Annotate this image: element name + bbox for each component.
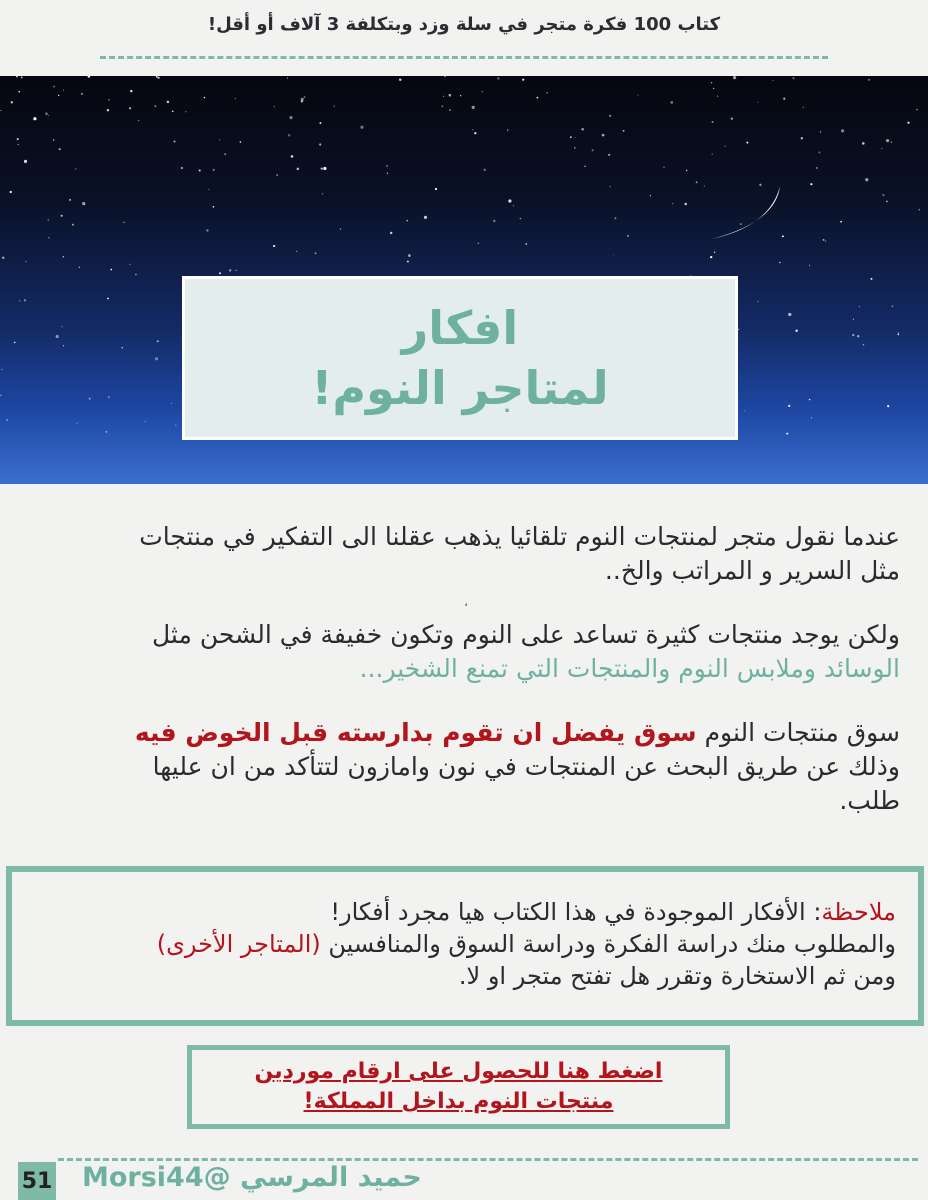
star [360,126,363,129]
star [45,112,48,115]
star [801,137,803,139]
paragraph-2 [40,618,900,686]
star [825,240,827,242]
star [19,300,20,301]
star [857,335,859,337]
star [810,183,812,185]
star [919,209,920,210]
star [424,216,427,219]
star [782,235,784,237]
hero-title-line2: لمتاجر النوم! [311,361,609,415]
star [89,397,91,399]
star [818,151,820,153]
star [235,98,236,99]
star [686,170,687,171]
star [574,137,575,138]
star [744,410,745,411]
star [129,264,131,266]
star [129,107,131,109]
suppliers-link-line2[interactable]: منتجات النوم بداخل المملكة! [303,1089,614,1114]
star [61,215,63,217]
star [731,118,733,120]
star [865,178,868,181]
star [570,136,572,138]
star [478,242,480,244]
page-number: 51 [18,1162,56,1200]
star [435,188,437,190]
star [897,334,899,336]
star [1,369,2,370]
star [63,256,64,257]
book-title: كتاب 100 فكرة متجر في سلة وزد وبتكلفة 3 آلاف أو أقل! [207,14,721,35]
star [304,96,306,98]
star [63,345,64,346]
star [472,129,473,130]
note-line1 [40,896,896,928]
star [407,261,409,263]
paragraph-2-line1: ولكن يوجد منتجات كثيرة تساعد على النوم وتكون خفيفة في الشحن مثل [152,620,900,649]
star [513,205,514,206]
star [53,139,54,140]
star [449,109,451,111]
star [224,153,226,155]
star [291,155,294,158]
star [444,76,446,77]
star [713,88,714,89]
star [24,299,26,301]
star [171,403,172,404]
star [321,167,323,169]
star [121,347,123,349]
star [323,167,326,170]
star [240,141,242,143]
star [47,219,49,221]
star [61,326,62,327]
star [740,223,742,225]
star [301,100,303,102]
note-line3: ومن ثم الاستخارة وتقرر هل تفتح متجر او لا. [458,962,896,990]
night-sky-banner [0,76,928,484]
star [76,423,77,424]
star [757,102,758,103]
note-line2 [40,928,896,960]
star [610,186,611,187]
star [788,313,791,316]
star [710,256,712,258]
paragraph-3-line2: وذلك عن طريق البحث عن المنتجات في نون وامازون لتتأكد من ان عليها [152,752,900,781]
paragraph-1-line2: مثل السرير و المراتب والخ.. [604,556,900,585]
star [886,201,888,203]
star [199,169,201,171]
star [138,120,139,121]
star [297,168,299,170]
star [525,243,527,245]
star [696,181,698,183]
paragraph-3-line3: طلب. [839,786,900,815]
star [296,251,297,252]
star [809,265,810,266]
star [11,101,13,103]
star [110,269,112,271]
star [887,405,889,407]
star [759,184,761,186]
star [2,256,5,259]
star [59,148,61,150]
star [81,93,83,95]
star [135,274,137,276]
star [441,105,443,107]
star [449,94,452,97]
stray-mark: ، [464,595,468,609]
star [788,405,790,407]
star [315,252,317,254]
star [795,330,797,332]
author-handle: حميد المرسي @Morsi44 [82,1162,422,1193]
star [108,396,110,398]
star [493,220,496,223]
star [0,395,1,396]
note-label: ملاحظة [821,898,896,926]
star [79,267,80,268]
star [891,142,892,143]
star [507,129,508,130]
star [684,203,686,205]
star [273,245,275,247]
star [672,203,673,204]
star [408,254,411,257]
paragraph-3 [40,716,900,818]
suppliers-link-line1[interactable]: اضغط هنا للحصول على ارقام موردين [254,1059,663,1084]
star [334,106,335,107]
star [608,154,610,156]
star [219,139,220,140]
star [881,148,882,149]
star [56,335,59,338]
star [871,278,873,280]
star [322,193,324,195]
star [63,89,64,90]
star [460,95,461,96]
star [574,147,576,149]
star [48,237,49,238]
star [816,167,817,168]
star [319,122,321,124]
star [181,167,183,169]
star [173,140,175,142]
star [172,110,174,112]
star [33,117,36,120]
star [10,191,12,193]
star [792,77,794,79]
star [823,239,825,241]
star [840,221,842,223]
star [772,80,773,81]
paragraph-1-line1: عندما نقول متجر لمنتجات النوم تلقائيا يذهب عقلنا الى التفكير في منتجات [139,522,900,551]
star [21,76,23,78]
star [613,255,614,256]
star [609,115,611,117]
star [472,106,475,109]
star [69,199,71,201]
star [0,110,1,111]
star [738,329,739,330]
star [274,106,275,107]
star [733,76,736,79]
star [88,76,91,78]
star [25,261,26,262]
star [546,92,548,94]
star [130,90,132,92]
star [712,121,714,123]
star [123,222,124,223]
star [592,149,594,151]
star [783,98,785,100]
star [614,217,616,219]
star [18,144,19,145]
star [484,169,486,171]
star [650,195,651,196]
star [208,189,209,190]
hero-title-line1: افكار [401,301,519,355]
star [158,77,160,79]
star [907,122,909,124]
star [229,269,232,272]
star [24,160,27,163]
star [724,146,725,147]
star [144,421,145,422]
star [627,235,629,237]
star [637,95,638,96]
star [155,357,158,360]
star [107,109,109,111]
star [714,252,715,253]
star [863,344,864,345]
star [482,91,483,92]
note-text [40,896,896,992]
star [443,96,444,97]
paragraph-1 [40,520,900,588]
star [916,109,918,111]
paragraph-2-line2: الوسائد وملابس النوم والمنتجات التي تمنع الشخير... [359,654,900,683]
star [841,129,844,132]
star [892,305,894,307]
star [58,95,59,96]
star [406,220,408,222]
star [820,131,821,132]
star [18,91,20,93]
star [746,142,748,144]
star [75,168,76,169]
star [82,202,85,205]
star [387,172,388,173]
star [779,262,781,264]
star [319,143,321,145]
star [289,116,292,119]
star [809,399,811,401]
star [520,218,521,219]
star [17,138,19,140]
paragraph-3-prefix: سوق منتجات النوم [696,718,900,747]
star [786,433,788,435]
star [72,224,74,226]
paragraph-3-line1 [40,716,900,750]
star [898,332,899,333]
star [853,319,854,320]
star [53,86,55,88]
note-line2-prefix: والمطلوب منك دراسة الفكرة ودراسة السوق والمنافسين [320,930,896,958]
star [712,153,713,154]
crescent-moon-icon [712,186,780,239]
star [185,111,187,113]
star [522,79,524,81]
star [167,101,170,104]
star [497,77,499,79]
star [386,165,388,167]
star [340,228,341,229]
star [106,431,108,433]
star [213,169,215,171]
star [219,272,221,274]
star [537,97,539,99]
star [671,101,674,104]
star [175,424,176,425]
star [602,134,605,137]
suppliers-link-button[interactable] [187,1045,730,1129]
star [236,270,237,271]
star [14,342,16,344]
star [581,128,584,131]
star [6,419,8,421]
star [474,132,476,134]
star [623,130,625,132]
star [717,95,718,96]
star [48,115,49,116]
paragraph-3-highlight: سوق يفضل ان تقوم بدارسته قبل الخوض فيه [134,718,697,747]
star [868,79,870,81]
star [156,76,158,78]
star [213,206,215,208]
star [399,79,401,81]
star [155,105,157,107]
star [802,107,804,109]
star [704,185,705,186]
star [204,97,205,98]
star [16,76,17,77]
star [811,417,812,418]
star [859,306,860,307]
star [852,334,854,336]
note-line2-highlight: (المتاجر الأخرى) [156,930,321,958]
star [862,142,865,145]
star [108,99,110,101]
star [508,199,511,202]
star [390,232,392,234]
star [276,174,278,176]
star [882,194,884,196]
star [288,134,291,137]
hero-title-box [182,276,738,440]
footer-divider [58,1158,918,1161]
star [157,340,159,342]
star [584,165,586,167]
star [206,229,208,231]
star [711,82,712,83]
star [287,78,288,79]
star [886,139,889,142]
note-line1-rest: : الأفكار الموجودة في هذا الكتاب هيا مجرد أفكار! [330,898,822,926]
star [663,167,664,168]
star [757,301,758,302]
star [107,298,109,300]
header-divider [100,56,828,59]
